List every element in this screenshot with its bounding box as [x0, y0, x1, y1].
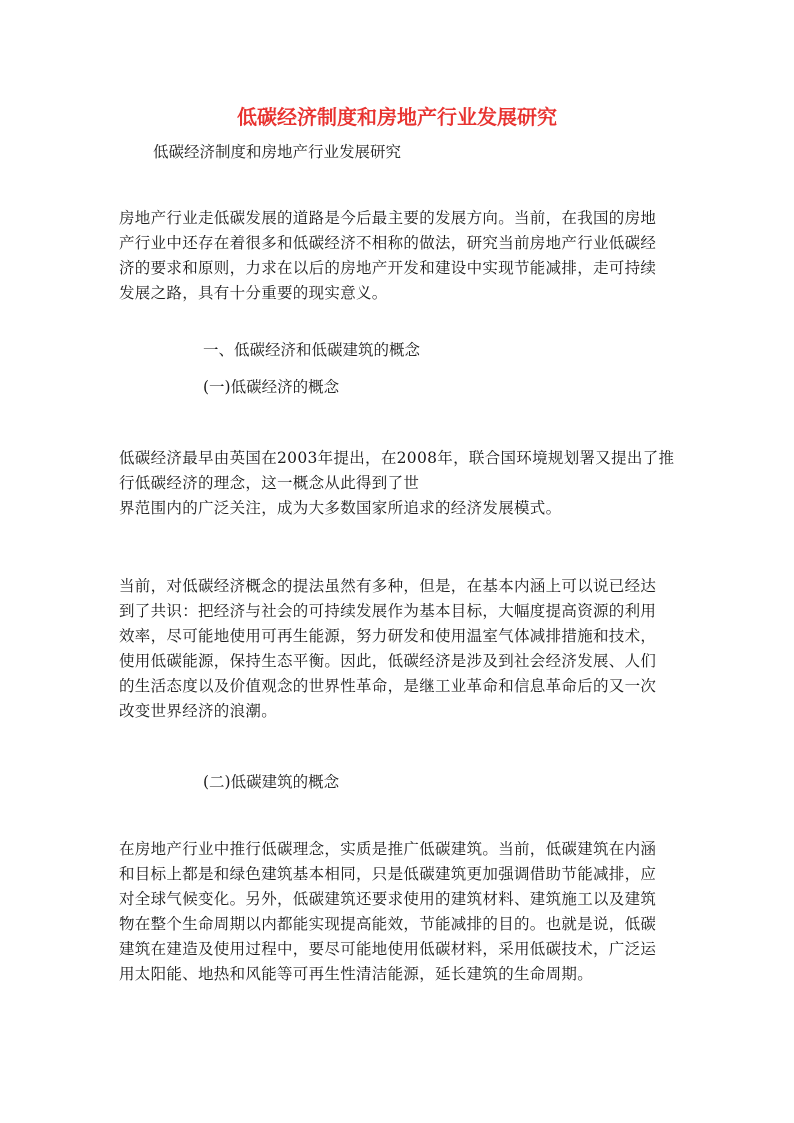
paragraph-line: 界范围内的广泛关注，成为大多数国家所追求的经济发展模式。: [119, 499, 562, 517]
paragraph-line: 行低碳经济的理念，这一概念从此得到了世: [119, 474, 420, 492]
document-subtitle: 低碳经济制度和房地产行业发展研究: [153, 143, 402, 161]
paragraph-line: 的生活态度以及价值观念的世界性革命，是继工业革命和信息革命后的又一次: [119, 677, 657, 695]
paragraph-line: 物在整个生命周期以内都能实现提高能效，节能减排的目的。也就是说，低碳: [119, 915, 657, 933]
document-title: 低碳经济制度和房地产行业发展研究: [237, 105, 557, 129]
paragraph-line: 对全球气候变化。另外，低碳建筑还要求使用的建筑材料、建筑施工以及建筑: [119, 890, 657, 908]
paragraph-line: 房地产行业走低碳发展的道路是今后最主要的发展方向。当前，在我国的房地: [119, 209, 657, 227]
paragraph-line: 在房地产行业中推行低碳理念，实质是推广低碳建筑。当前，低碳建筑在内涵: [119, 840, 657, 858]
section-heading-1: 一、低碳经济和低碳建筑的概念: [203, 341, 421, 359]
paragraph-line: 济的要求和原则，力求在以后的房地产开发和建设中实现节能减排，走可持续: [119, 259, 657, 277]
paragraph-low-carbon-consensus: [119, 574, 691, 724]
paragraph-line: 效率，尽可能地使用可再生能源，努力研发和使用温室气体减排措施和技术，: [119, 627, 657, 645]
paragraph-line: 用太阳能、地热和风能等可再生性清洁能源，延长建筑的生命周期。: [119, 965, 594, 983]
paragraph-line: 和目标上都是和绿色建筑基本相同，只是低碳建筑更加强调借助节能减排，应: [119, 865, 657, 883]
paragraph-low-carbon-building: [119, 837, 691, 987]
paragraph-low-carbon-origin: [119, 446, 691, 521]
paragraph-line: 低碳经济最早由英国在2003年提出，在2008年，联合国环境规划署又提出了推: [119, 449, 675, 467]
paragraph-line: 当前，对低碳经济概念的提法虽然有多种，但是，在基本内涵上可以说已经达: [119, 577, 657, 595]
subsection-heading-1: (一)低碳经济的概念: [203, 378, 340, 396]
paragraph-line: 产行业中还存在着很多和低碳经济不相称的做法，研究当前房地产行业低碳经: [119, 234, 657, 252]
paragraph-line: 建筑在建造及使用过程中，要尽可能地使用低碳材料，采用低碳技术，广泛运: [119, 940, 657, 958]
paragraph-line: 使用低碳能源，保持生态平衡。因此，低碳经济是涉及到社会经济发展、人们: [119, 652, 657, 670]
paragraph-line: 到了共识：把经济与社会的可持续发展作为基本目标，大幅度提高资源的利用: [119, 602, 657, 620]
paragraph-line: 发展之路，具有十分重要的现实意义。: [119, 284, 388, 302]
paragraph-line: 改变世界经济的浪潮。: [119, 702, 278, 720]
subsection-heading-2: (二)低碳建筑的概念: [203, 773, 340, 791]
paragraph-intro: [119, 206, 691, 306]
